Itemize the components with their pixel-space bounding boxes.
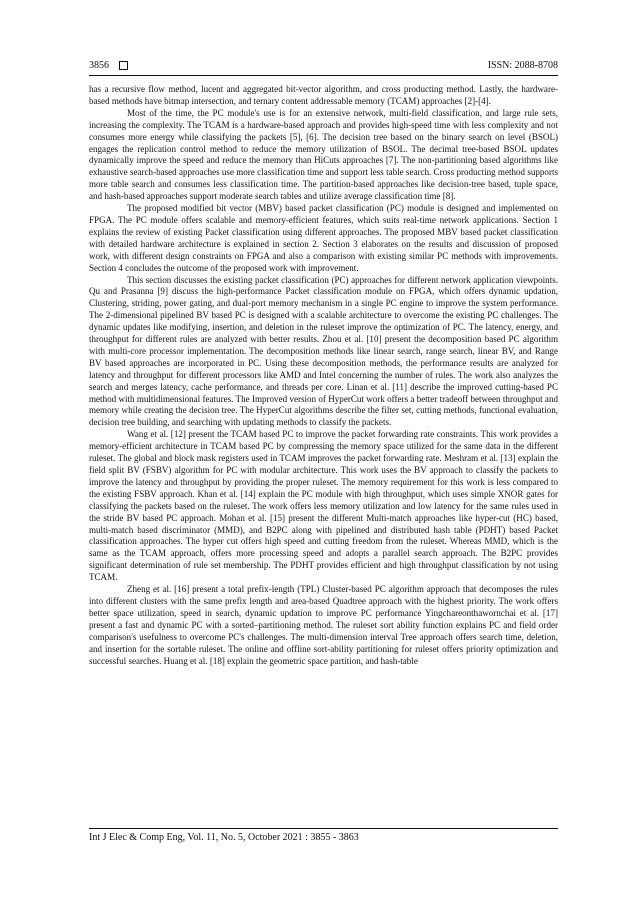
paragraph: Wang et al. [12] present the TCAM based PC to improve the packet forwarding rate constraints. This work provides a memory-efficient architecture in TCAM based PC by compressing the memory space utilized for the same data in the different ruleset. The global and block mask registers used in TCAM improves the packet forwarding rate. Meshram et al. [13] explain the field split BV (FSBV) algorithm for PC with modular architecture. This work uses the BV approach to classify the packets to improve the latency and throughput by providing the proper ruleset. The memory requirement for this work is less compared to the existing FSBV approach. Khan et al. [14] explain the PC module with high throughput, which uses simple XNOR gates for classifying the packets based on the ruleset. The work offers less memory utilization and low latency for the same rules used in the stride BV based PC approach. Mohan et al. [15] present the different Multi-match approaches like hyper-cut (HC) based, multi-match based discriminator (MMD), and B2PC along with pipelined and distributed hash table (PDHT) based Packet classification approaches. The hyper cut offers high speed and cutting freedom from the ruleset. Whereas MMD, which is the same as the TCAM approach, offers more processing speed and adopts a parallel search approach. The B2PC provides significant determination of rule set membership. The PDHT provides efficient and high throughput classification by not using TCAM.: [89, 429, 558, 583]
square-bullet-icon: [119, 61, 128, 70]
paragraph: This section discusses the existing packet classification (PC) approaches for different network application viewpoints. Qu and Prasanna [9] discuss the high-performance Packet classification module on FPGA, which offers dynamic updation, Clustering, striding, power gating, and dual-port memory mechanism in a single PC engine to improve the system performance. The 2-dimensional pipelined BV based PC is designed with a scalable architecture to overcome the existing PC challenges. The dynamic updates like modifying, insertion, and deletion in the ruleset improve the optimization of PC. The latency, energy, and throughput for different rules are analyzed with better results. Zhou et al. [10] present the decomposition based PC algorithm with multi-core processor implementation. The decomposition methods like linear search, range search, linear BV, and Range BV based approaches are incorporated in PC. Using these decomposition methods, the performance results are analyzed for latency and throughput for different processors like AMD and Intel concerning the number of rules. The work also analyzes the search and merges latency, cache performance, and threads per core. Linan et al. [11] describe the improved cutting-based PC method with multidimensional features. The Improved version of HyperCut work offers a better tradeoff between throughput and memory while creating the decision tree. The HyperCut algorithms describe the filter set, cutting methods, functional evaluation, decision tree building, and searching with updating methods to classify the packets.: [89, 274, 558, 428]
paragraph: Zheng et al. [16] present a total prefix-length (TPL) Cluster-based PC algorithm approach that decomposes the rules into different clusters with the same prefix length and area-based Quadtree approach with the highest priority. The work offers better space utilization, speed in search, dynamic updation to improve PC performance Yingchareonthawornchai et al. [17] present a fast and dynamic PC with a sorted–partitioning method. The ruleset sort ability function explains PC and field order comparison's usefulness to overcome PC's challenges. The multi-dimension interval Tree approach offers search time, deletion, and insertion for the sortable ruleset. The online and offline sort-ability partitioning for ruleset offers priority optimization and successful searches. Huang et al. [18] explain the geometric space partition, and hash-table: [89, 584, 558, 666]
page-number: 3856: [89, 60, 109, 71]
header-rule: [89, 75, 558, 76]
paragraph: Most of the time, the PC module's use is for an extensive network, multi-field classification, and large rule sets, increasing the complexity. The TCAM is a hardware-based approach and provides high-speed time with less complexity and not consumes more energy while classifying the packets [5], [6]. The decision tree based on the binary search on level (BSOL) engages the replication control method to reduce the memory utilization of BSOL. The decimal tree-based BSOL updates dynamically improve the speed and reduce the memory than HiCuts approaches [7]. The non-partitioning based algorithms like exhaustive search-based approaches use more classification time and support less table search. Cross producting method supports more table search and consumes less classification time. The partition-based approaches like decision-tree based, tuple space, and hash-based approaches support moderate search tables and utilize average classification time [8].: [89, 107, 558, 202]
body-text: [89, 84, 558, 667]
issn-label: ISSN: 2088-8708: [487, 60, 558, 71]
footer-rule: [89, 828, 558, 829]
running-header: [89, 60, 558, 74]
paragraph: The proposed modified bit vector (MBV) based packet classification (PC) module is designed and implemented on FPGA. The PC module offers scalable and memory-efficient features, which suits real-time network applications. Section 1 explains the review of existing Packet classification using different approaches. The proposed MBV based packet classification with detailed hardware architecture is explained in section 2. Section 3 elaborates on the results and discussion of proposed work, with different design constraints on FPGA and also a comparison with existing similar PC methods with improvements. Section 4 concludes the outcome of the proposed work with improvement.: [89, 203, 558, 273]
paragraph: has a recursive flow method, lucent and aggregated bit-vector algorithm, and cross producting method. Lastly, the hardware-based methods have bitmap intersection, and ternary content addressable memory (TCAM) approaches [2]-[4].: [89, 84, 558, 106]
footer-citation: Int J Elec & Comp Eng, Vol. 11, No. 5, October 2021 : 3855 - 3863: [89, 832, 359, 843]
